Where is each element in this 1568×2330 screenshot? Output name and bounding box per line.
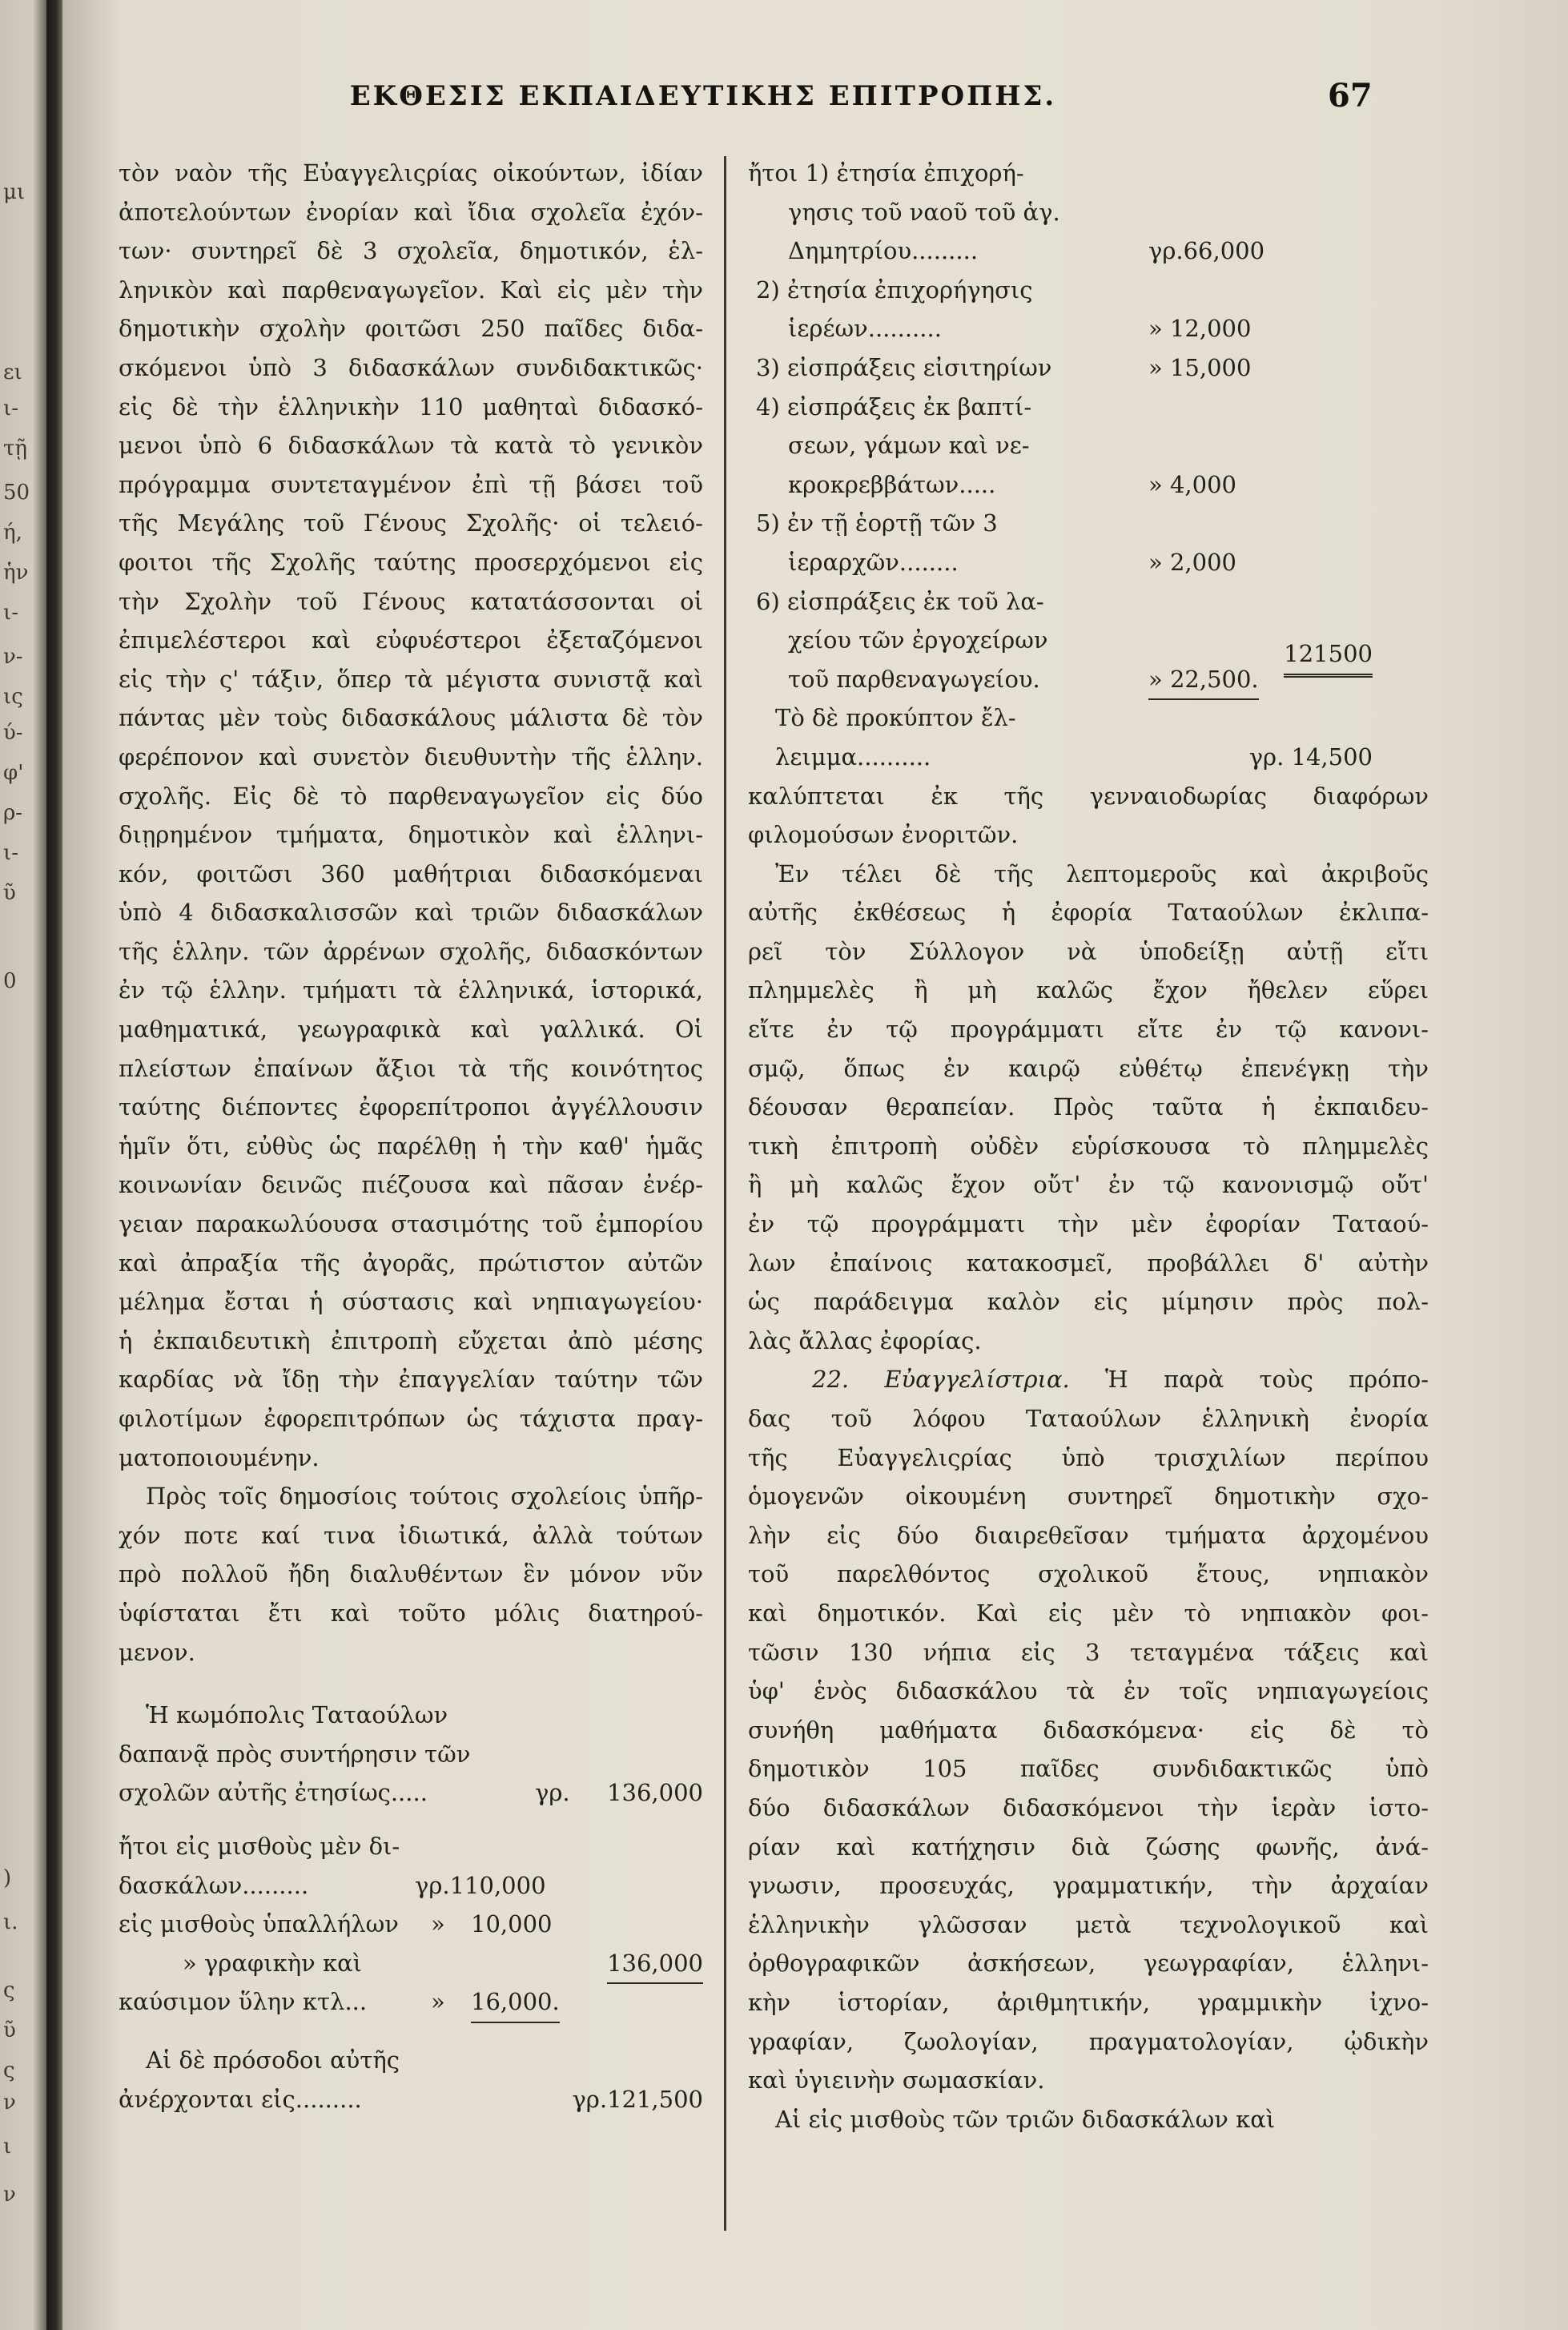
expense-line: ἤτοι εἰς μισθοὺς μὲν δι-: [119, 1832, 400, 1860]
prev-page-fragment: ): [3, 1866, 12, 1890]
book-gutter: [46, 0, 62, 2330]
income-total: 121500: [1284, 634, 1373, 678]
expense-line: καύσιμον ὕλην κτλ... » 16,000.: [119, 1982, 703, 2022]
paragraph-line: τὸν ναὸν τῆς Εὐαγγελιςρίας οἰκούντων, ἰδίαν: [119, 159, 703, 187]
prev-page-fragment: ν: [3, 2183, 16, 2207]
paragraph-line: γειαν παρακωλύουσα στασιμότης τοῦ ἐμπορίου: [119, 1210, 703, 1238]
paragraph-line: ληνικὸν καὶ παρθεναγωγεῖον. Καὶ εἰς μὲν τὴν: [119, 276, 703, 304]
prev-page-fragment: ν: [3, 2091, 16, 2115]
income-row: κροκρεββάτων..... » 4,000: [788, 470, 1236, 498]
paragraph-line: καρδίας νὰ ἴδῃ τὴν ἐπαγγελίαν ταύτην τῶν: [119, 1366, 703, 1394]
revenue-line: ἀνέρχονται εἰς......... γρ.121,500: [119, 2085, 703, 2113]
income-row: 2) ἐτησία ἐπιχορήγησις: [756, 276, 1033, 304]
paragraph-line: μενον.: [119, 1638, 195, 1666]
prev-page-fragment: ι.: [3, 1910, 18, 1934]
prev-page-fragment: 50: [3, 481, 30, 505]
paragraph-line: φιλομούσων ἐνοριτῶν.: [748, 821, 1019, 849]
paragraph-line: μαθηματικά, γεωγραφικὰ καὶ γαλλικά. Οἱ: [119, 1016, 703, 1044]
paragraph-line: δημοτικὴν σχολὴν φοιτῶσι 250 παῖδες διδα-: [119, 315, 703, 343]
paragraph-line: φιλοτίμων ἐφορεπιτρόπων ὡς τάχιστα πραγ-: [119, 1405, 703, 1432]
paragraph-line: κὴν ἱστορίαν, ἀριθμητικήν, γραμμικὴν ἰχνο-: [748, 1988, 1429, 2016]
prev-page-fragment: ις: [3, 685, 23, 709]
paragraph-line: καὶ ἀπραξία τῆς ἀγορᾶς, πρώτιστον αὐτῶν: [119, 1249, 703, 1277]
paragraph-line: ἐπιμελέστεροι καὶ εὐφυέστεροι ἐξεταζόμενοι: [119, 626, 703, 654]
paragraph-line: τοῦ παρελθόντος σχολικοῦ ἔτους, νηπιακὸν: [748, 1560, 1429, 1588]
paragraph-line: ὑφ' ἑνὸς διδασκάλου τὰ ἐν τοῖς νηπιαγωγείοις: [748, 1677, 1429, 1705]
right-paragraph-3: [748, 1360, 1429, 2099]
paragraph-line: πλείστων ἐπαίνων ἄξιοι τὰ τῆς κοινότητος: [119, 1054, 703, 1082]
paragraph-line: εἰς τὴν ς' τάξιν, ὅπερ τὰ μέγιστα συνιστᾷ καὶ: [119, 665, 703, 693]
right-paragraph-2: [748, 855, 1429, 1361]
paragraph-line: λὰς ἄλλας ἐφορίας.: [748, 1326, 982, 1354]
paragraph-line: δέουσαν θεραπείαν. Πρὸς ταῦτα ἡ ἐκπαιδευ-: [748, 1093, 1429, 1121]
paragraph-line: ρίαν καὶ κατήχησιν διὰ ζώσης φωνῆς, ἀνά-: [748, 1833, 1429, 1861]
paragraph-line: τῶσιν 130 νήπια εἰς 3 τεταγμένα τάξεις καὶ: [748, 1638, 1429, 1666]
prev-page-fragment: φ': [3, 761, 24, 785]
prev-page-fragment: ρ-: [3, 801, 23, 825]
paragraph-line: πρόγραμμα συντεταγμένον ἐπὶ τῇ βάσει τοῦ: [119, 470, 703, 498]
paragraph-line: ὡς παράδειγμα καλὸν εἰς μίμησιν πρὸς πολ-: [748, 1288, 1429, 1316]
paragraph-line: αὐτῆς ἐκθέσεως ἡ ἐφορία Ταταούλων ἐκλιπα-: [748, 899, 1429, 927]
paragraph-line: τῆς Μεγάλης τοῦ Γένους Σχολῆς· οἱ τελειό-: [119, 509, 703, 537]
paragraph-line: ρεῖ τὸν Σύλλογον νὰ ὑποδείξῃ αὐτῇ εἴτι: [748, 937, 1429, 965]
expense-line: δασκάλων......... γρ.110,000: [119, 1871, 546, 1899]
prev-page-fragment: ύ-: [3, 721, 23, 745]
paragraph-line: σχολῆς. Εἰς δὲ τὸ παρθεναγωγεῖον εἰς δύο: [119, 782, 703, 810]
paragraph-line: πάντας μὲν τοὺς διδασκάλους μάλιστα δὲ τὸν: [119, 704, 703, 732]
paragraph-line: ὀρθογραφικῶν ἀσκήσεων, γεωγραφίαν, ἑλληνι-: [748, 1950, 1429, 1978]
left-paragraph-1: [119, 154, 703, 1477]
paragraph-line: καλύπτεται ἐκ τῆς γενναιοδωρίας διαφόρων: [748, 782, 1429, 810]
paragraph-line: δύο διδασκάλων διδασκόμενοι τὴν ἱερὰν ἱστο-: [748, 1793, 1429, 1821]
paragraph-line: ἐν τῷ ἑλλην. τμήματι τὰ ἑλληνικά, ἱστορικά,: [119, 976, 703, 1004]
right-column: [748, 154, 1429, 2139]
paragraph-line: καὶ δημοτικόν. Καὶ εἰς μὲν τὸ νηπιακὸν φοι-: [748, 1599, 1429, 1627]
paragraph-line: πλημμελὲς ἢ μὴ καλῶς ἔχον ἤθελεν εὕρει: [748, 976, 1429, 1004]
paragraph-line: ἡ ἐκπαιδευτικὴ ἐπιτροπὴ εὔχεται ἀπὸ μέσης: [119, 1326, 703, 1354]
paragraph-line: τῆς Εὐαγγελιςρίας ὑπὸ τρισχιλίων περίπου: [748, 1443, 1429, 1471]
left-paragraph-2: [119, 1477, 703, 1672]
paragraph-line: τῆς ἑλλην. τῶν ἀρρένων σχολῆς, διδασκόντων: [119, 937, 703, 965]
paragraph-line: ἑλληνικὴν γλῶσσαν μετὰ τεχνολογικοῦ καὶ: [748, 1910, 1429, 1938]
prev-page-fragment: ι-: [3, 601, 18, 625]
prev-page-fragment: ή,: [3, 521, 22, 545]
paragraph-line: 22. Εὐαγγελίστρια. Ἡ παρὰ τοὺς πρόπο-: [812, 1366, 1429, 1394]
paragraph-line: χόν ποτε καί τινα ἰδιωτικά, ἀλλὰ τούτων: [119, 1521, 703, 1549]
section-heading: 22. Εὐαγγελίστρια.: [812, 1366, 1070, 1394]
paragraph-line: σμῷ, ὅπως ἐν καιρῷ εὐθέτῳ ἐπενέγκῃ τὴν: [748, 1054, 1429, 1082]
running-title: ΕΚΘΕΣΙΣ ΕΚΠΑΙΔΕΥΤΙΚΗΣ ΕΠΙΤΡΟΠΗΣ.: [349, 80, 1057, 112]
paragraph-line: τὴν Σχολὴν τοῦ Γένους κατατάσσονται οἱ: [119, 587, 703, 615]
paragraph-line: καὶ ὑγιεινὴν σωμασκίαν.: [748, 2066, 1045, 2095]
page-number: 67: [1328, 77, 1373, 115]
prev-page-fragment: ει: [3, 360, 22, 384]
paragraph-line: ἢ μὴ καλῶς ἔχον οὔτ' ἐν τῷ κανονισμῷ οὔτ': [748, 1171, 1429, 1199]
paragraph-line: μέλημα ἔσται ἡ σύστασις καὶ νηπιαγωγείου·: [119, 1288, 703, 1316]
paragraph-line: τικὴ ἐπιτροπὴ οὐδὲν εὑρίσκουσα τὸ πλημμελὲς: [748, 1132, 1429, 1160]
paragraph-line: γνωσιν, προσευχάς, γραμματικήν, τὴν ἀρχαίαν: [748, 1872, 1429, 1900]
paragraph-line: ὑφίσταται ἔτι καὶ τοῦτο μόλις διατηρού-: [119, 1599, 703, 1627]
income-row: γησις τοῦ ναοῦ τοῦ ἁγ.: [788, 198, 1060, 226]
paragraph-line: γραφίαν, ζωολογίαν, πραγματολογίαν, ᾠδικὴν: [748, 2027, 1429, 2055]
prev-page-fragment: ι: [3, 2135, 12, 2159]
paragraph-line: ἀποτελούντων ἐνορίαν καὶ ἴδια σχολεῖα ἐχόν-: [119, 198, 703, 226]
paragraph-line: λὴν εἰς δύο διαιρεθεῖσαν τμήματα ἀρχομένου: [748, 1521, 1429, 1549]
expense-line: Ἡ κωμόπολις Ταταούλων: [146, 1701, 448, 1729]
prev-page-fragment: ῦ: [3, 2018, 16, 2042]
income-row: ἤτοι 1) ἐτησία ἐπιχορή-: [748, 159, 1024, 187]
paragraph-line: κόν, φοιτῶσι 360 μαθήτριαι διδασκόμεναι: [119, 859, 703, 887]
right-paragraph-1: [748, 777, 1429, 855]
paragraph-line: δας τοῦ λόφου Ταταούλων ἑλληνικὴ ἐνορία: [748, 1405, 1429, 1432]
income-row: τοῦ παρθεναγωγείου. » 22,500.: [748, 660, 1373, 699]
paragraph-line: ἐν τῷ προγράμματι τὴν μὲν ἐφορίαν Ταταού-: [748, 1210, 1429, 1238]
paragraph-line: κοινωνίαν δεινῶς πιέζουσα καὶ πᾶσαν ἐνέρ-: [119, 1171, 703, 1199]
income-table: [748, 154, 1373, 698]
prev-page-fragment: μι: [3, 180, 26, 204]
paragraph-line: των· συντηρεῖ δὲ 3 σχολεῖα, δημοτικόν, ἑλ-: [119, 237, 703, 265]
surplus-line: λειμμα.......... γρ. 14,500: [775, 742, 1373, 771]
prev-page-fragment: ς: [3, 2058, 15, 2083]
paragraph-line: δημοτικὸν 105 παῖδες συνδιδακτικῶς ὑπὸ: [748, 1755, 1429, 1783]
expense-line: » γραφικὴν καὶ 136,000: [119, 1944, 703, 1983]
paragraph-line: μενοι ὑπὸ 6 διδασκάλων τὰ κατὰ τὸ γενικὸν: [119, 432, 703, 460]
book-page: [62, 0, 1568, 2330]
paragraph-line: λων ἐπαίνοις κατακοσμεῖ, προβάλλει δ' αὐτὴν: [748, 1249, 1429, 1277]
income-row: 3) εἰσπράξεις εἰσιτηρίων » 15,000: [756, 353, 1252, 381]
income-row: 6) εἰσπράξεις ἐκ τοῦ λα-: [756, 587, 1044, 615]
income-row: σεων, γάμων καὶ νε-: [788, 432, 1030, 460]
previous-page-edge: [0, 0, 46, 2330]
income-row: 5) ἐν τῇ ἑορτῇ τῶν 3: [756, 509, 998, 537]
income-row: 4) εἰσπράξεις ἐκ βαπτί-: [756, 392, 1032, 421]
expense-line: σχολῶν αὐτῆς ἐτησίως..... γρ. 136,000: [119, 1779, 703, 1807]
expense-line: δαπανᾷ πρὸς συντήρησιν τῶν: [119, 1740, 471, 1768]
prev-page-fragment: τῇ: [3, 437, 27, 461]
paragraph-line: Πρὸς τοῖς δημοσίοις τούτοις σχολείοις ὑπῆρ-: [146, 1483, 703, 1511]
prev-page-fragment: ι-: [3, 841, 18, 865]
paragraph-line: φοιτοι τῆς Σχολῆς ταύτης προσερχόμενοι εἰς: [119, 548, 703, 576]
prev-page-fragment: ς: [3, 1978, 15, 2002]
paragraph-line: εἰς δὲ τὴν ἑλληνικὴν 110 μαθηταὶ διδασκό-: [119, 392, 703, 421]
paragraph-line: συνήθη μαθήματα διδασκόμενα· εἰς δὲ τὸ: [748, 1716, 1429, 1744]
paragraph-line: ὁμογενῶν οἰκουμένη συντηρεῖ δημοτικὴν σχο-: [748, 1483, 1429, 1511]
paragraph-line: φερέπονον καὶ συνετὸν διευθυντὴν τῆς ἑλλην.: [119, 742, 703, 771]
prev-page-fragment: ι-: [3, 396, 18, 421]
paragraph-line: ἡμῖν ὅτι, εὐθὺς ὡς παρέλθῃ ἡ τὴν καθ' ἡμᾶς: [119, 1132, 703, 1160]
running-header: [62, 77, 1568, 128]
paragraph-line: ματοποιουμένην.: [119, 1443, 320, 1471]
paragraph-line: Αἱ εἰς μισθοὺς τῶν τριῶν διδασκάλων καὶ: [775, 2105, 1276, 2133]
paragraph-line: Ἐν τέλει δὲ τῆς λεπτομεροῦς καὶ ἀκριβοῦς: [775, 859, 1429, 887]
paragraph-line: διῃρημένον τμήματα, δημοτικὸν καὶ ἑλληνι-: [119, 821, 703, 849]
income-row: Δημητρίου......... γρ.66,000: [788, 237, 1265, 265]
paragraph-line: ὑπὸ 4 διδασκαλισσῶν καὶ τριῶν διδασκάλων: [119, 899, 703, 927]
paragraph-line: σκόμενοι ὑπὸ 3 διδασκάλων συνδιδακτικῶς·: [119, 353, 703, 381]
paragraph-line: εἴτε ἐν τῷ προγράμματι εἴτε ἐν τῷ κανονι-: [748, 1016, 1429, 1044]
expense-table: [119, 1696, 703, 2119]
surplus-line: Τὸ δὲ προκύπτον ἔλ-: [775, 704, 1016, 732]
revenue-line: Αἱ δὲ πρόσοδοι αὐτῆς: [146, 2046, 400, 2074]
expense-line: εἰς μισθοὺς ὑπαλλήλων » 10,000: [119, 1910, 553, 1938]
paragraph-line: ταύτης διέποντες ἐφορεπίτροποι ἀγγέλλουσιν: [119, 1093, 703, 1121]
prev-page-fragment: 0: [3, 969, 17, 993]
income-row: ἱερέων.......... » 12,000: [788, 315, 1252, 343]
prev-page-fragment: ῦ: [3, 881, 16, 905]
prev-page-fragment: ν-: [3, 645, 23, 669]
income-row: χείου τῶν ἐργοχείρων 121500: [748, 621, 1373, 660]
column-rule: [724, 156, 726, 2231]
left-column: [119, 154, 703, 2119]
income-row: ἱεραρχῶν........ » 2,000: [788, 548, 1236, 576]
paragraph-line: πρὸ πολλοῦ ἤδη διαλυθέντων ἓν μόνον νῦν: [119, 1560, 703, 1588]
prev-page-fragment: ἡν: [3, 561, 29, 585]
